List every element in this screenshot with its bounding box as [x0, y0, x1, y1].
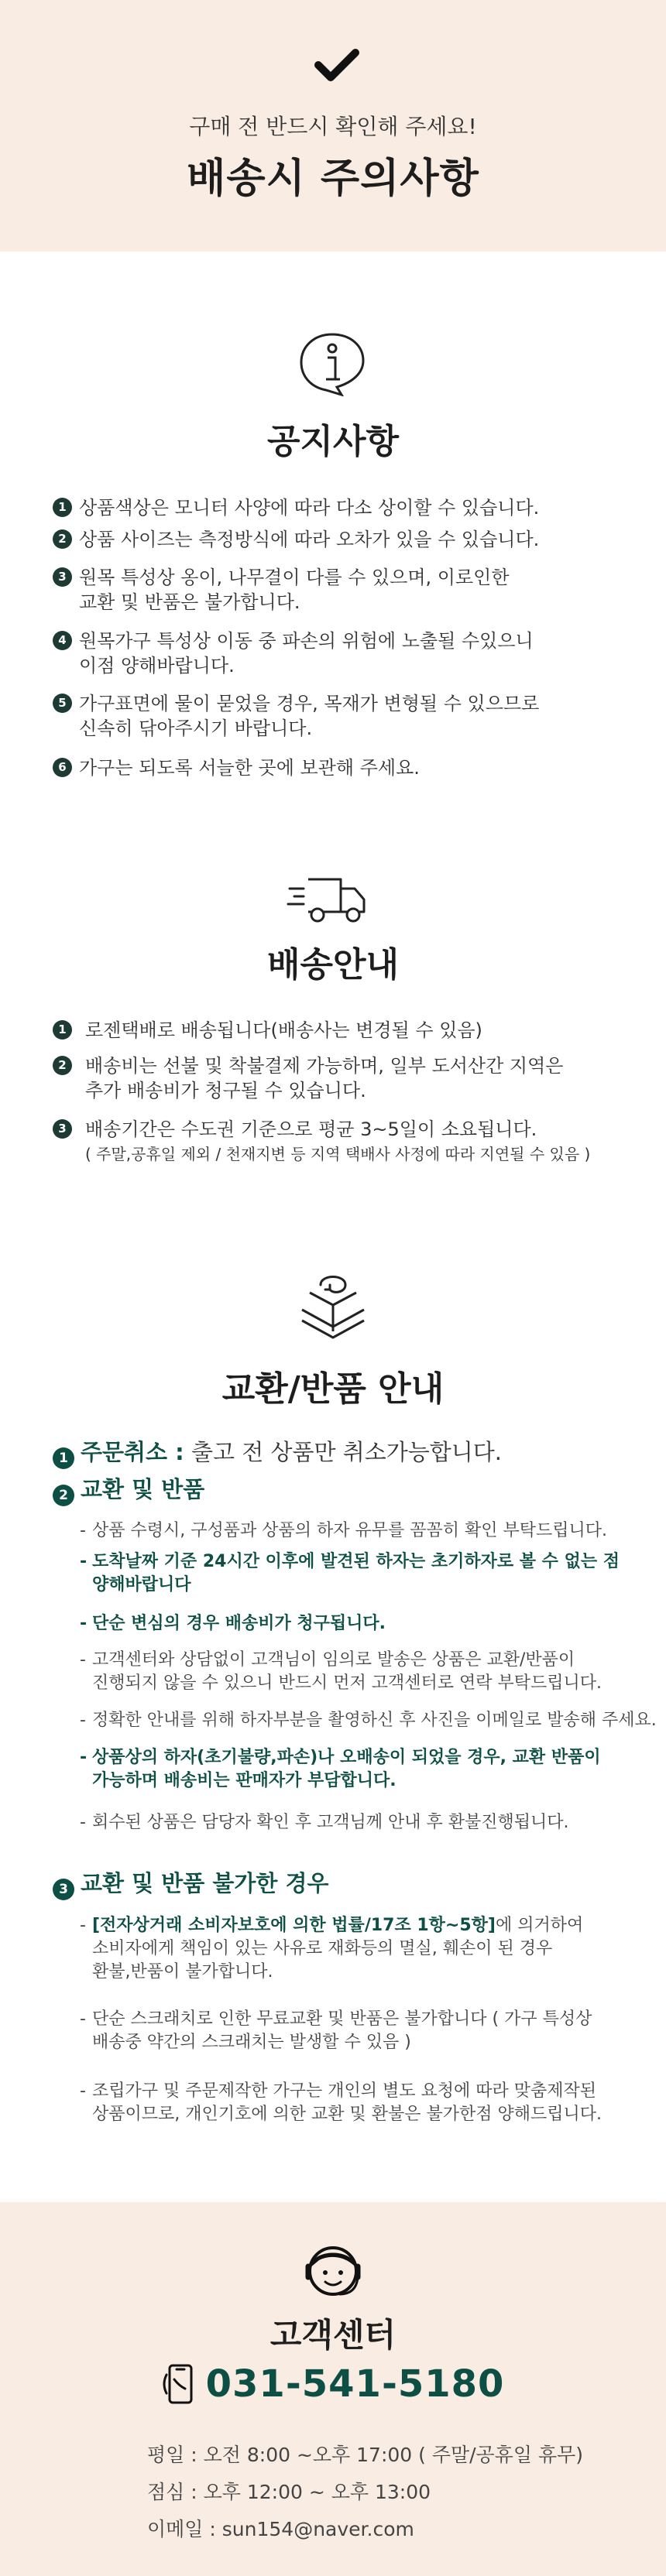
exchange-return-heading: 2 교환 및 반품: [53, 1475, 204, 1506]
number-badge: 3: [53, 1879, 74, 1900]
hero-banner: [0, 0, 666, 252]
phone-icon: [162, 2362, 197, 2406]
hero-title: 배송시 주의사항: [187, 156, 479, 202]
number-badge: 3: [53, 1119, 72, 1139]
no-exchange-heading: 3 교환 및 반품 불가한 경우: [53, 1869, 329, 1900]
return-box-icon: [297, 1266, 369, 1344]
shipping-note: ( 주말,공휴일 제외 / 천재지변 등 지역 택배사 사정에 따라 지연될 수 있음 ): [85, 1145, 591, 1163]
number-badge: 1: [53, 1020, 72, 1040]
number-badge: 1: [53, 1447, 74, 1469]
shipping-title: 배송안내: [266, 945, 399, 985]
delivery-truck-icon: [287, 873, 372, 927]
number-badge: 4: [53, 631, 72, 650]
number-badge: 2: [53, 529, 72, 549]
shipping-item: 3 배송기간은 수도권 기준으로 평균 3~5일이 소요됩니다. ( 주말,공휴일 제외 / 천재지변 등 지역 택배사 사정에 따라 지연될 수 있음 ): [53, 1117, 618, 1166]
number-badge: 2: [53, 1056, 72, 1075]
shipping-item: 2 배송비는 선불 및 착불결제 가능하며, 일부 도서산간 지역은 추가 배송비가 청구될 수 있습니다.: [53, 1053, 618, 1103]
order-cancel-heading: 1 주문취소 : 출고 전 상품만 취소가능합니다.: [53, 1438, 502, 1469]
info-bubble-icon: [297, 331, 368, 396]
phone-number-link[interactable]: 031-541-5180: [205, 2362, 505, 2406]
exchange-title: 교환/반품 안내: [221, 1369, 445, 1409]
customer-center-title: 고객센터: [269, 2316, 397, 2354]
business-hours: 평일 : 오전 8:00 ~오후 17:00 ( 주말/공휴일 휴무): [147, 2444, 584, 2466]
number-badge: 1: [53, 498, 72, 517]
number-badge: 5: [53, 694, 72, 713]
notice-item: 2 상품 사이즈는 측정방식에 따라 오차가 있을 수 있습니다.: [53, 527, 618, 552]
headset-agent-icon: [300, 2237, 366, 2304]
email-contact[interactable]: 이메일 : sun154@naver.com: [147, 2518, 414, 2540]
notice-item: 5 가구표면에 물이 묻었을 경우, 목재가 변형될 수 있으므로 신속히 닦아주시기 바랍니다.: [53, 691, 618, 741]
hero-subtitle: 구매 전 반드시 확인해 주세요!: [189, 114, 477, 139]
notice-item: 4 원목가구 특성상 이동 중 파손의 위험에 노출될 수있으니 이점 양해바랍니다.: [53, 629, 618, 678]
notice-item: 1 상품색상은 모니터 사양에 따라 다소 상이할 수 있습니다.: [53, 495, 618, 520]
phone-row: [0, 2362, 666, 2406]
number-badge: 3: [53, 567, 72, 587]
number-badge: 6: [53, 758, 72, 777]
notice-item: 3 원목 특성상 옹이, 나무결이 다를 수 있으며, 이로인한 교환 및 반품은 불가합니다.: [53, 565, 618, 615]
check-icon: [314, 46, 360, 85]
notice-item: 6 가구는 되도록 서늘한 곳에 보관해 주세요.: [53, 755, 618, 780]
shipping-item: 1 로젠택배로 배송됩니다(배송사는 변경될 수 있음): [53, 1018, 618, 1043]
notice-title: 공지사항: [266, 422, 399, 461]
number-badge: 2: [53, 1485, 74, 1506]
lunch-hours: 점심 : 오후 12:00 ~ 오후 13:00: [147, 2481, 431, 2503]
